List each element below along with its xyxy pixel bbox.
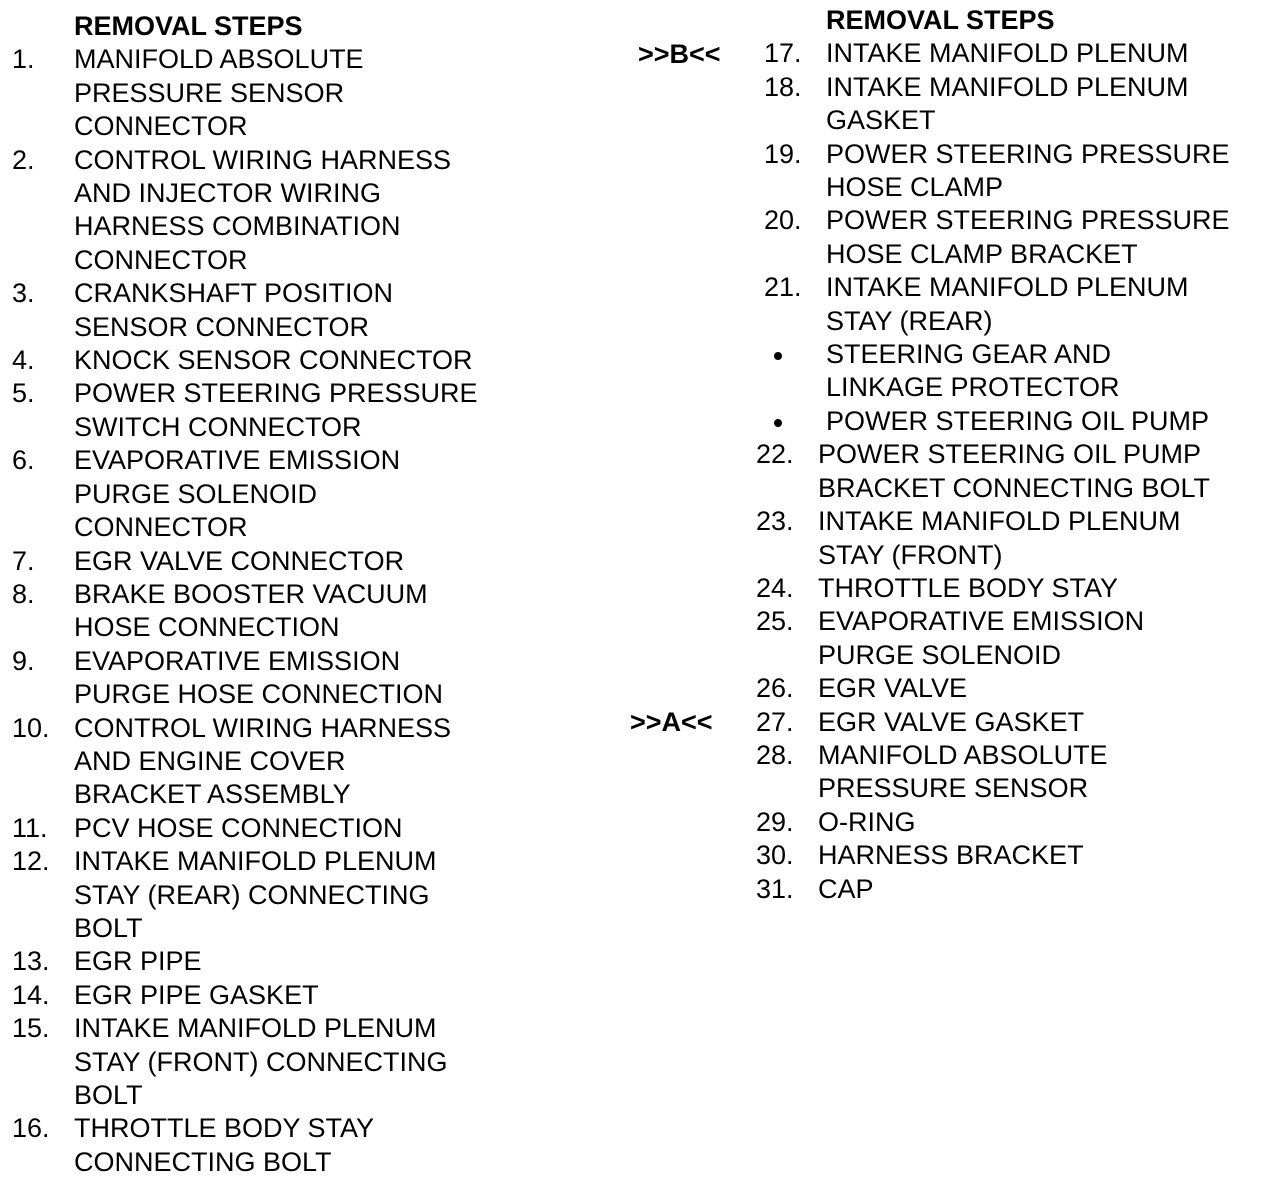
step-item <box>12 979 512 1012</box>
steps-list <box>756 37 1256 906</box>
step-number: 19. <box>764 138 802 169</box>
step-number: 18. <box>764 71 802 102</box>
step-text: INTAKE MANIFOLD PLENUM STAY (FRONT) <box>818 506 1181 570</box>
step-number: 15. <box>12 1013 50 1044</box>
step-item <box>756 605 1256 672</box>
step-text: POWER STEERING PRESSURE HOSE CLAMP <box>826 138 1230 203</box>
procedure-marker-a: >>A<< <box>630 707 713 737</box>
step-text: THROTTLE BODY STAY CONNECTING BOLT <box>74 1113 375 1177</box>
procedure-marker-b: >>B<< <box>638 39 721 69</box>
steps-list <box>12 43 512 1179</box>
step-text: MANIFOLD ABSOLUTE PRESSURE SENSOR <box>818 739 1108 804</box>
step-number: 9. <box>12 645 35 676</box>
right-column <box>756 4 1256 906</box>
step-item <box>756 71 1256 138</box>
step-number: 25. <box>756 606 794 637</box>
step-item <box>12 545 512 578</box>
step-number: 7. <box>12 545 35 576</box>
step-text: MANIFOLD ABSOLUTE PRESSURE SENSOR CONNECTOR <box>74 44 364 142</box>
step-text: CAP <box>818 873 874 904</box>
step-number: 20. <box>764 205 802 236</box>
step-item <box>756 204 1256 271</box>
step-item <box>12 645 512 712</box>
step-item <box>756 873 1256 906</box>
step-item <box>756 672 1256 705</box>
bullet-icon <box>774 419 782 427</box>
step-item <box>12 578 512 645</box>
step-item <box>12 444 512 544</box>
step-number: 1. <box>12 44 35 75</box>
step-item <box>12 1012 512 1112</box>
step-text: POWER STEERING OIL PUMP <box>826 405 1210 436</box>
left-column <box>12 10 512 1179</box>
step-item <box>756 839 1256 872</box>
step-text: INTAKE MANIFOLD PLENUM <box>826 38 1189 69</box>
step-item <box>12 712 512 812</box>
step-number: 14. <box>12 979 50 1010</box>
step-text: POWER STEERING PRESSURE HOSE CLAMP BRACKET <box>826 205 1230 269</box>
step-number: 27. <box>756 706 794 737</box>
step-number: 16. <box>12 1113 50 1144</box>
step-number: 26. <box>756 673 794 704</box>
step-item <box>756 739 1256 806</box>
step-text: CONTROL WIRING HARNESS AND ENGINE COVER BRACKET ASSEMBLY <box>74 712 452 810</box>
removal-steps-heading: REMOVAL STEPS <box>826 5 1055 35</box>
step-number: 11. <box>12 812 48 843</box>
step-text: INTAKE MANIFOLD PLENUM STAY (FRONT) CONNECTING BOLT <box>74 1013 448 1110</box>
step-number: 13. <box>12 946 50 977</box>
step-number: 2. <box>12 144 35 175</box>
step-text: PCV HOSE CONNECTION <box>74 812 403 843</box>
step-text: EGR VALVE CONNECTOR <box>74 545 405 576</box>
step-item-bullet <box>756 338 1256 405</box>
step-item <box>12 277 512 344</box>
step-text: STEERING GEAR AND LINKAGE PROTECTOR <box>826 339 1120 403</box>
step-item <box>12 845 512 945</box>
step-text: HARNESS BRACKET <box>818 840 1084 871</box>
step-text: O-RING <box>818 806 916 837</box>
step-number: 10. <box>12 712 50 743</box>
step-number: 8. <box>12 578 35 609</box>
step-text: EVAPORATIVE EMISSION PURGE SOLENOID <box>818 606 1145 670</box>
step-number: 12. <box>12 846 50 877</box>
step-item <box>12 144 512 278</box>
step-item <box>756 706 1256 739</box>
step-item <box>12 43 512 143</box>
step-number: 29. <box>756 806 794 837</box>
step-text: POWER STEERING OIL PUMP BRACKET CONNECTING BOLT <box>818 439 1211 503</box>
step-number: 4. <box>12 345 35 376</box>
step-number: 6. <box>12 445 35 476</box>
step-text: EGR VALVE <box>818 673 968 704</box>
step-item <box>12 812 512 845</box>
step-item <box>756 806 1256 839</box>
step-number: 28. <box>756 739 794 770</box>
step-text: INTAKE MANIFOLD PLENUM STAY (REAR) <box>826 272 1189 336</box>
step-text: KNOCK SENSOR CONNECTOR <box>74 345 473 376</box>
step-item <box>756 37 1256 70</box>
step-bullet <box>756 405 826 438</box>
step-item <box>756 271 1256 338</box>
step-item <box>756 138 1256 205</box>
step-bullet <box>756 338 826 371</box>
step-number: 5. <box>12 378 35 409</box>
step-item <box>756 572 1256 605</box>
step-text: EGR PIPE GASKET <box>74 979 319 1010</box>
step-text: EGR PIPE <box>74 946 202 977</box>
step-text: POWER STEERING PRESSURE SWITCH CONNECTOR <box>74 378 478 442</box>
step-item <box>12 344 512 377</box>
step-item <box>12 377 512 444</box>
step-number: 22. <box>756 439 794 470</box>
step-text: EVAPORATIVE EMISSION PURGE HOSE CONNECTION <box>74 645 444 710</box>
step-text: BRAKE BOOSTER VACUUM HOSE CONNECTION <box>74 578 428 643</box>
step-item <box>756 505 1256 572</box>
step-number: 30. <box>756 840 794 871</box>
step-text: THROTTLE BODY STAY <box>818 572 1119 603</box>
step-number: 17. <box>764 38 802 69</box>
removal-steps-heading: REMOVAL STEPS <box>74 11 303 41</box>
step-text: EVAPORATIVE EMISSION PURGE SOLENOID CONNECTOR <box>74 445 401 543</box>
step-item <box>756 438 1256 505</box>
step-text: EGR VALVE GASKET <box>818 706 1085 737</box>
step-number: 31. <box>756 873 794 904</box>
step-text: CONTROL WIRING HARNESS AND INJECTOR WIRING HARNESS COMBINATION CONNECTOR <box>74 144 452 275</box>
step-number: 3. <box>12 278 35 309</box>
step-number: 21. <box>764 272 802 303</box>
step-text: INTAKE MANIFOLD PLENUM GASKET <box>826 71 1189 136</box>
step-text: INTAKE MANIFOLD PLENUM STAY (REAR) CONNECTING BOLT <box>74 846 437 943</box>
step-number: 23. <box>756 506 794 537</box>
step-item-bullet <box>756 405 1256 438</box>
bullet-icon <box>774 352 782 360</box>
step-number: 24. <box>756 572 794 603</box>
step-item <box>12 1112 512 1179</box>
step-text: CRANKSHAFT POSITION SENSOR CONNECTOR <box>74 278 394 342</box>
step-item <box>12 945 512 978</box>
